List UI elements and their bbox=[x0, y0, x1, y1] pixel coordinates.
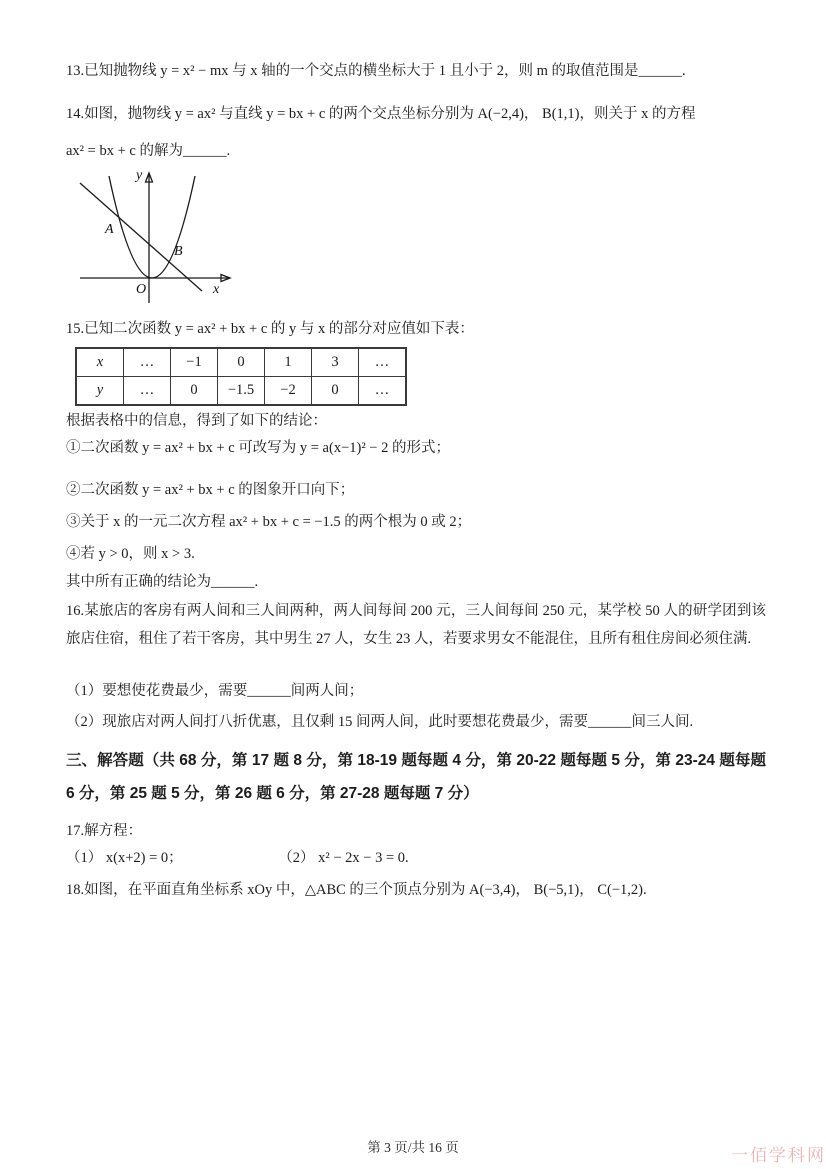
question-17-part1: （1） x(x+2) = 0； bbox=[66, 850, 183, 866]
page-number: 第 3 页/共 16 页 bbox=[367, 1140, 459, 1155]
question-18: 18.如图，在平面直角坐标系 xOy 中，△ABC 的三个顶点分别为 A(−3,4)， B(−5,1)， C(−1,2). bbox=[66, 882, 647, 898]
table-cell: … bbox=[359, 348, 407, 377]
q15-conclusion-1: ①二次函数 y = ax² + bx + c 可改写为 y = a(x−1)² − 2 的形式； bbox=[66, 440, 450, 456]
table-cell: … bbox=[359, 377, 407, 406]
table-cell: −2 bbox=[265, 377, 312, 406]
table-cell: 0 bbox=[171, 377, 218, 406]
section-3-heading: 三、解答题（共 68 分，第 17 题 8 分，第 18-19 题每题 4 分，第 20-22 题每题 5 分，第 23-24 题每题 6 分，第 25 题 5 分，第 26 题 6 分，第 27-28 题每题 7 分） bbox=[66, 752, 766, 802]
table-cell: y bbox=[76, 377, 124, 406]
question-16-part2: （2）现旅店对两人间打八折优惠，且仅剩 15 间两人间，此时要想花费最少，需要______间三人间. bbox=[66, 714, 694, 730]
figure-point-a-label: A bbox=[105, 222, 114, 237]
table-cell: … bbox=[124, 348, 171, 377]
table-cell: … bbox=[124, 377, 171, 406]
parabola-line-figure bbox=[78, 163, 248, 313]
q15-conclusion-4: ④若 y > 0，则 x > 3. bbox=[66, 546, 195, 562]
q15-value-table bbox=[75, 347, 407, 406]
table-cell: 0 bbox=[312, 377, 359, 406]
question-13: 13.已知抛物线 y = x² − mx 与 x 轴的一个交点的横坐标大于 1 且小于 2，则 m 的取值范围是______. bbox=[66, 63, 686, 79]
parabola-curve bbox=[109, 176, 195, 278]
q15-conclusion-3: ③关于 x 的一元二次方程 ax² + bx + c = −1.5 的两个根为 0 或 2； bbox=[66, 514, 472, 530]
table-row-x bbox=[76, 348, 406, 377]
figure-y-label: y bbox=[136, 168, 143, 183]
table-cell: 3 bbox=[312, 348, 359, 377]
question-17: 17.解方程： bbox=[66, 823, 143, 839]
question-16-part1: （1）要想使花费最少，需要______间两人间； bbox=[66, 683, 364, 699]
question-17-parts bbox=[66, 847, 766, 869]
table-cell: −1 bbox=[171, 348, 218, 377]
question-16: 16.某旅店的客房有两人间和三人间两种，两人间每间 200 元，三人间每间 250 元，某学校 50 人的研学团到该旅店住宿，租住了若干客房，其中男生 27 人，女生 23 人，若要求男女不能混住，且所有租住房间必须住满. bbox=[66, 603, 766, 647]
table-cell: x bbox=[76, 348, 124, 377]
question-17-part2: （2） x² − 2x − 3 = 0. bbox=[278, 850, 409, 866]
question-14-line2: ax² = bx + c 的解为______. bbox=[66, 143, 231, 159]
figure-point-b-label: B bbox=[174, 244, 183, 259]
table-cell: 1 bbox=[265, 348, 312, 377]
figure-origin-label: O bbox=[136, 282, 147, 297]
secant-line bbox=[80, 183, 202, 291]
table-cell: −1.5 bbox=[218, 377, 265, 406]
table-row-y bbox=[76, 377, 406, 406]
table-cell: 0 bbox=[218, 348, 265, 377]
figure-x-label: x bbox=[213, 282, 220, 297]
question-14-line1: 14.如图，抛物线 y = ax² 与直线 y = bx + c 的两个交点坐标分别为 A(−2,4)， B(1,1)，则关于 x 的方程 bbox=[66, 106, 696, 122]
q15-answer-line: 其中所有正确的结论为______. bbox=[66, 574, 259, 590]
watermark: 一佰学科网 bbox=[731, 1146, 826, 1165]
q15-conclusion-2: ②二次函数 y = ax² + bx + c 的图象开口向下； bbox=[66, 482, 355, 498]
question-15-intro: 15.已知二次函数 y = ax² + bx + c 的 y 与 x 的部分对应值如下表： bbox=[66, 321, 474, 337]
q15-info-line: 根据表格中的信息，得到了如下的结论： bbox=[66, 413, 327, 429]
